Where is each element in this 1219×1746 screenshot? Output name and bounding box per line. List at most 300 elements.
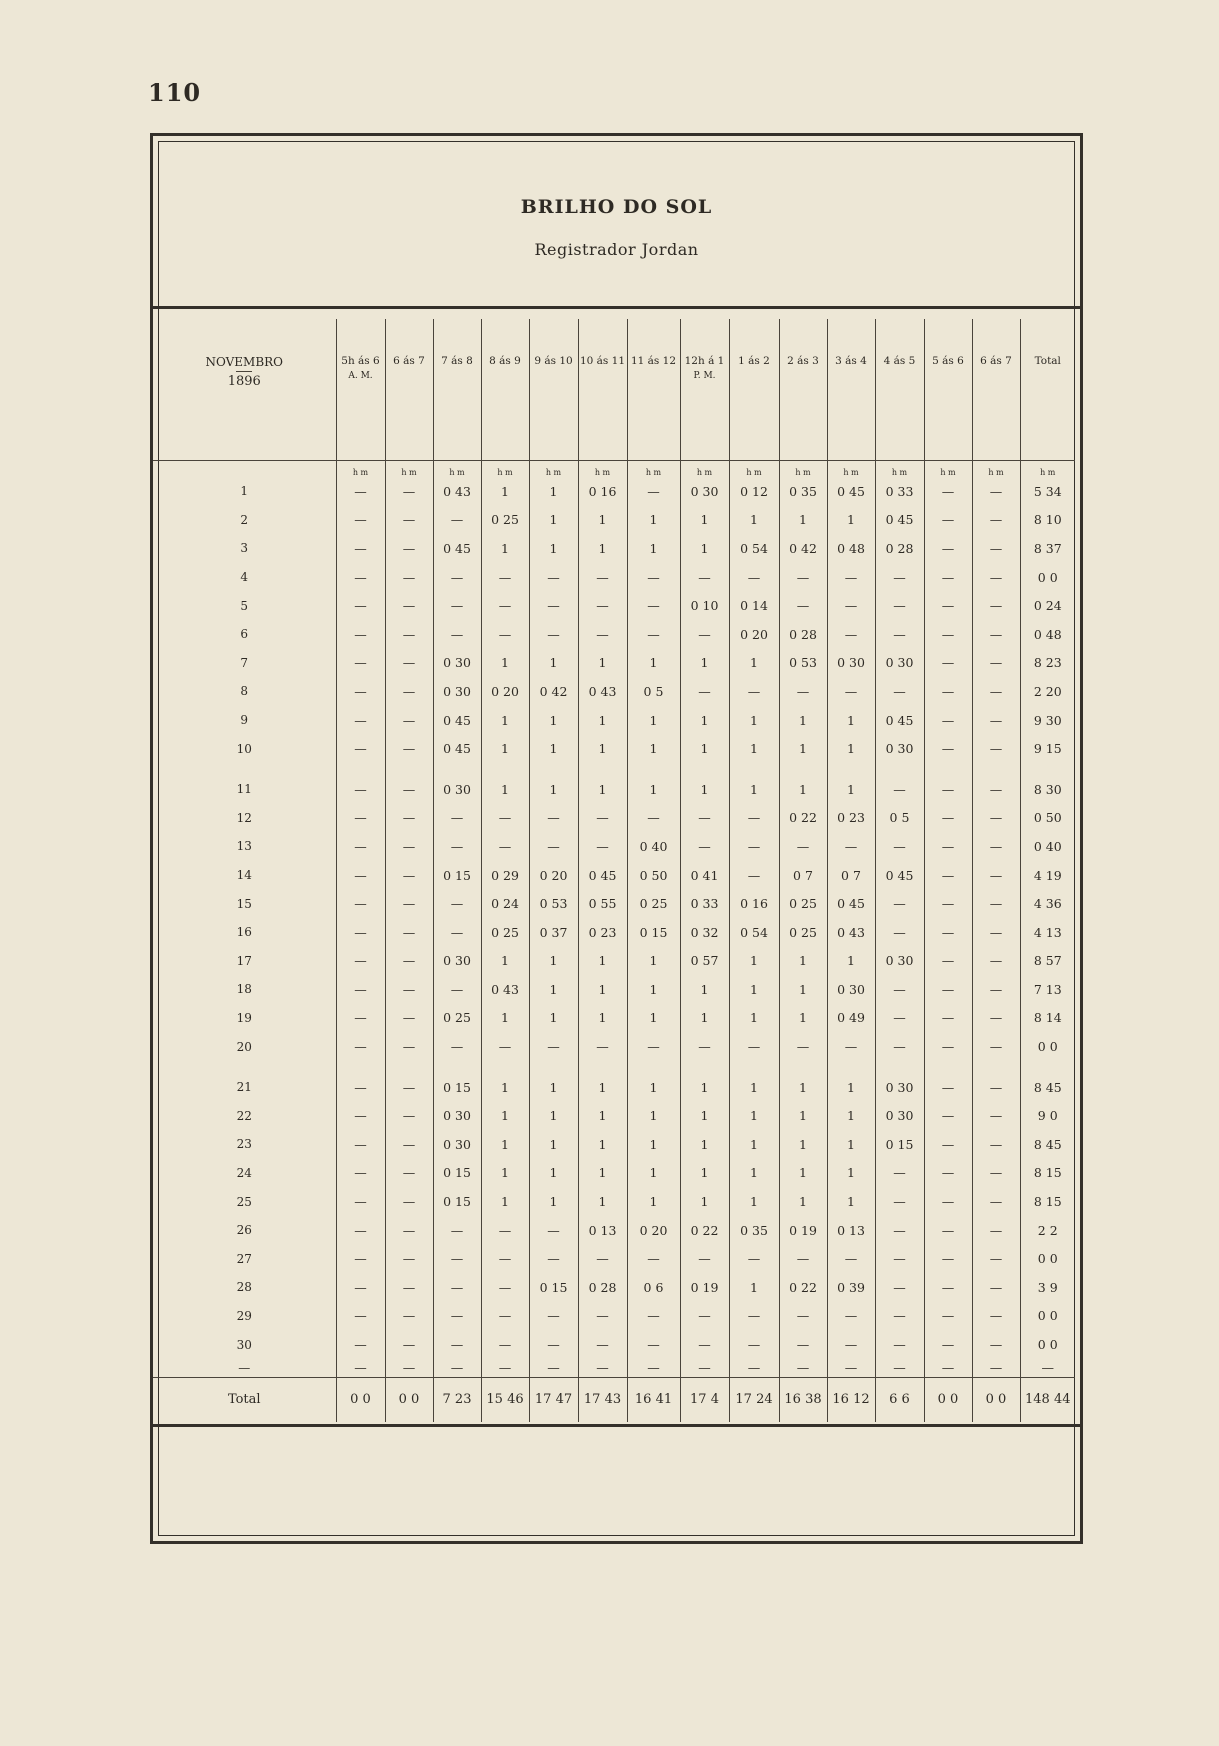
table-cell: 0 22 bbox=[779, 804, 827, 833]
table-row bbox=[153, 1216, 1075, 1245]
table-cell: 0 30 bbox=[875, 947, 924, 976]
table-cell: 9 0 bbox=[1037, 1108, 1058, 1124]
table-cell: 1 bbox=[627, 1101, 680, 1130]
table-cell: — bbox=[680, 1244, 729, 1273]
table-cell: 0 45 bbox=[433, 534, 481, 563]
table-cell: 1 bbox=[529, 506, 578, 535]
table-cell: — bbox=[875, 1273, 924, 1302]
table-cell: 1 bbox=[827, 506, 875, 535]
day-number: 30 bbox=[153, 1330, 336, 1359]
gap-cell bbox=[529, 763, 578, 775]
table-cell: 0 45 bbox=[433, 706, 481, 735]
table-cell: — bbox=[336, 563, 385, 592]
table-cell: 8 37 bbox=[1033, 540, 1062, 556]
table-cell: 1 bbox=[680, 534, 729, 563]
header-rule bbox=[153, 306, 1080, 309]
table-cell: — bbox=[336, 1302, 385, 1331]
table-cell: 1 bbox=[779, 1004, 827, 1033]
gap-cell bbox=[336, 1061, 385, 1073]
table-cell: — bbox=[972, 534, 1020, 563]
table-cell: 1 bbox=[529, 775, 578, 804]
column-header bbox=[875, 319, 924, 461]
table-cell: — bbox=[385, 1004, 433, 1033]
table-cell: — bbox=[972, 1302, 1020, 1331]
gap-cell bbox=[336, 763, 385, 775]
table-cell: — bbox=[627, 1244, 680, 1273]
column-header bbox=[481, 319, 529, 461]
table-frame bbox=[150, 133, 1083, 1544]
table-cell: 1 bbox=[779, 1073, 827, 1102]
table-row bbox=[153, 477, 1075, 506]
table-cell: — bbox=[433, 1032, 481, 1061]
table-cell: 0 57 bbox=[680, 947, 729, 976]
day-number: 6 bbox=[153, 620, 336, 649]
column-label: 5h ás 6 bbox=[341, 355, 380, 367]
table-cell: 0 49 bbox=[827, 1004, 875, 1033]
gap-cell bbox=[481, 1061, 529, 1073]
table-cell: — bbox=[385, 563, 433, 592]
table-cell: — bbox=[385, 477, 433, 506]
table-cell: — bbox=[529, 832, 578, 861]
table-row bbox=[153, 804, 1075, 833]
table-cell: — bbox=[627, 1302, 680, 1331]
table-cell: — bbox=[627, 477, 680, 506]
table-cell: — bbox=[972, 804, 1020, 833]
separator-cell: — bbox=[779, 1359, 827, 1378]
table-cell: 1 bbox=[827, 1130, 875, 1159]
table-cell: 0 45 bbox=[875, 861, 924, 890]
table-cell: 0 13 bbox=[578, 1216, 627, 1245]
table-cell: — bbox=[972, 861, 1020, 890]
table-cell: 1 bbox=[481, 734, 529, 763]
page-subtitle: Registrador Jordan bbox=[534, 240, 699, 259]
day-number: 12 bbox=[153, 804, 336, 833]
column-header bbox=[385, 319, 433, 461]
table-cell: 1 bbox=[680, 1004, 729, 1033]
table-cell: 1 bbox=[729, 1273, 779, 1302]
table-cell: — bbox=[336, 1244, 385, 1273]
total-cell: 0 0 bbox=[972, 1377, 1020, 1422]
table-cell: 0 13 bbox=[827, 1216, 875, 1245]
table-cell: 4 36 bbox=[1033, 896, 1062, 912]
table-cell: 0 30 bbox=[827, 975, 875, 1004]
table-cell: — bbox=[529, 1244, 578, 1273]
table-cell: 0 30 bbox=[680, 477, 729, 506]
gap-cell bbox=[680, 763, 729, 775]
table-cell: — bbox=[336, 1187, 385, 1216]
day-number: 2 bbox=[153, 506, 336, 535]
table-cell: 1 bbox=[578, 775, 627, 804]
table-cell: 1 bbox=[827, 947, 875, 976]
table-cell: — bbox=[924, 804, 972, 833]
table-cell: — bbox=[336, 861, 385, 890]
total-cell: 17 47 bbox=[529, 1377, 578, 1422]
table-cell: — bbox=[729, 1302, 779, 1331]
table-cell: 1 bbox=[779, 1187, 827, 1216]
table-cell: — bbox=[336, 591, 385, 620]
table-cell: — bbox=[627, 620, 680, 649]
table-cell: 1 bbox=[729, 1004, 779, 1033]
column-label: 6 ás 7 bbox=[393, 355, 425, 367]
separator-cell: — bbox=[529, 1359, 578, 1378]
table-cell: — bbox=[481, 563, 529, 592]
table-row bbox=[153, 1130, 1075, 1159]
table-cell: — bbox=[481, 620, 529, 649]
table-cell: — bbox=[385, 1159, 433, 1188]
table-cell: 1 bbox=[680, 975, 729, 1004]
table-cell: — bbox=[972, 918, 1020, 947]
table-cell: — bbox=[924, 506, 972, 535]
table-cell: 1 bbox=[779, 975, 827, 1004]
table-cell: 0 24 bbox=[1033, 598, 1062, 614]
table-cell: 0 28 bbox=[779, 620, 827, 649]
table-cell: 1 bbox=[529, 1130, 578, 1159]
table-cell: 1 bbox=[578, 1159, 627, 1188]
table-row bbox=[153, 591, 1075, 620]
table-cell: 1 bbox=[729, 706, 779, 735]
table-cell: — bbox=[385, 1130, 433, 1159]
table-cell: — bbox=[433, 889, 481, 918]
table-cell: 0 15 bbox=[875, 1130, 924, 1159]
table-cell: 1 bbox=[481, 477, 529, 506]
table-cell: — bbox=[529, 1032, 578, 1061]
table-cell: — bbox=[481, 1216, 529, 1245]
table-cell: — bbox=[385, 677, 433, 706]
table-cell: 0 5 bbox=[627, 677, 680, 706]
table-cell: — bbox=[729, 1330, 779, 1359]
separator-cell: — bbox=[385, 1359, 433, 1378]
day-number: 11 bbox=[153, 775, 336, 804]
table-cell: 0 20 bbox=[729, 620, 779, 649]
table-cell: — bbox=[680, 1032, 729, 1061]
column-header bbox=[627, 319, 680, 461]
header-row bbox=[153, 319, 1075, 461]
table-cell: — bbox=[924, 918, 972, 947]
gap-cell bbox=[1020, 1061, 1075, 1073]
gap-cell bbox=[972, 763, 1020, 775]
table-cell: 1 bbox=[578, 947, 627, 976]
table-cell: — bbox=[972, 649, 1020, 678]
table-cell: 1 bbox=[680, 706, 729, 735]
table-cell: — bbox=[779, 1032, 827, 1061]
table-cell: — bbox=[385, 591, 433, 620]
table-row bbox=[153, 1159, 1075, 1188]
table-cell: — bbox=[827, 677, 875, 706]
table-row bbox=[153, 918, 1075, 947]
units-cell: h m bbox=[827, 461, 875, 478]
table-cell: — bbox=[972, 1330, 1020, 1359]
table-cell: — bbox=[972, 734, 1020, 763]
table-cell: — bbox=[924, 861, 972, 890]
table-cell: — bbox=[779, 832, 827, 861]
footer-rule bbox=[153, 1424, 1080, 1427]
table-cell: 3 9 bbox=[1037, 1279, 1058, 1295]
table-cell: — bbox=[972, 889, 1020, 918]
gap-cell bbox=[153, 1061, 336, 1073]
gap-cell bbox=[481, 763, 529, 775]
table-cell: 8 45 bbox=[1033, 1079, 1062, 1095]
table-cell: — bbox=[779, 1330, 827, 1359]
group-gap bbox=[153, 1061, 1075, 1073]
table-cell: 0 35 bbox=[779, 477, 827, 506]
table-cell: — bbox=[972, 1159, 1020, 1188]
table-cell: — bbox=[875, 563, 924, 592]
table-row bbox=[153, 706, 1075, 735]
table-cell: — bbox=[336, 1330, 385, 1359]
table-cell: 1 bbox=[779, 706, 827, 735]
table-cell: — bbox=[385, 534, 433, 563]
table-cell: — bbox=[924, 534, 972, 563]
units-row bbox=[153, 461, 1075, 478]
table-cell: — bbox=[578, 1330, 627, 1359]
table-cell: — bbox=[433, 1216, 481, 1245]
table-cell: — bbox=[972, 975, 1020, 1004]
table-body bbox=[153, 461, 1075, 1422]
table-cell: 1 bbox=[529, 975, 578, 1004]
table-cell: — bbox=[481, 1244, 529, 1273]
table-cell: — bbox=[875, 889, 924, 918]
table-cell: — bbox=[680, 832, 729, 861]
table-cell: — bbox=[336, 1159, 385, 1188]
table-cell: — bbox=[972, 1216, 1020, 1245]
table-cell: 0 42 bbox=[779, 534, 827, 563]
table-cell: 1 bbox=[627, 534, 680, 563]
table-cell: — bbox=[972, 1073, 1020, 1102]
group-gap bbox=[153, 763, 1075, 775]
year-label: 1896 bbox=[227, 374, 261, 389]
page-title: BRILHO DO SOL bbox=[520, 196, 713, 218]
table-cell: 0 24 bbox=[481, 889, 529, 918]
table-cell: — bbox=[385, 1330, 433, 1359]
table-cell: 1 bbox=[779, 734, 827, 763]
table-row bbox=[153, 563, 1075, 592]
month-divider bbox=[236, 371, 252, 372]
column-header bbox=[529, 319, 578, 461]
table-row bbox=[153, 1101, 1075, 1130]
table-cell: 0 50 bbox=[627, 861, 680, 890]
separator-cell: — bbox=[433, 1359, 481, 1378]
table-cell: 1 bbox=[729, 1187, 779, 1216]
table-cell: 1 bbox=[827, 706, 875, 735]
table-cell: 2 2 bbox=[1037, 1222, 1058, 1238]
table-cell: 1 bbox=[729, 1101, 779, 1130]
table-cell: — bbox=[680, 620, 729, 649]
table-cell: — bbox=[336, 918, 385, 947]
table-cell: 1 bbox=[529, 947, 578, 976]
table-cell: — bbox=[680, 1330, 729, 1359]
table-cell: — bbox=[627, 563, 680, 592]
table-cell: — bbox=[385, 706, 433, 735]
separator-cell: — bbox=[481, 1359, 529, 1378]
table-cell: — bbox=[827, 1330, 875, 1359]
table-cell: — bbox=[924, 1187, 972, 1216]
table-cell: 1 bbox=[827, 775, 875, 804]
table-cell: — bbox=[924, 1273, 972, 1302]
table-cell: 0 20 bbox=[627, 1216, 680, 1245]
table-cell: — bbox=[336, 734, 385, 763]
table-cell: 8 57 bbox=[1033, 953, 1062, 969]
table-cell: 0 20 bbox=[481, 677, 529, 706]
table-row bbox=[153, 1330, 1075, 1359]
table-cell: 0 45 bbox=[875, 706, 924, 735]
separator-cell: — bbox=[875, 1359, 924, 1378]
table-cell: — bbox=[578, 832, 627, 861]
table-cell: 0 15 bbox=[433, 861, 481, 890]
table-cell: — bbox=[924, 649, 972, 678]
table-cell: — bbox=[578, 1244, 627, 1273]
table-cell: — bbox=[336, 477, 385, 506]
table-cell: 8 10 bbox=[1033, 512, 1062, 528]
column-label: 10 ás 11 bbox=[579, 355, 626, 367]
table-cell: 1 bbox=[481, 1101, 529, 1130]
table-cell: 7 13 bbox=[1033, 981, 1062, 997]
table-cell: — bbox=[336, 1216, 385, 1245]
table-cell: — bbox=[481, 1273, 529, 1302]
table-cell: 1 bbox=[827, 1101, 875, 1130]
column-sublabel: A. M. bbox=[348, 371, 373, 381]
table-cell: — bbox=[336, 1130, 385, 1159]
table-cell: 1 bbox=[529, 477, 578, 506]
table-cell: 1 bbox=[578, 706, 627, 735]
table-cell: — bbox=[385, 1302, 433, 1331]
day-number: 16 bbox=[153, 918, 336, 947]
table-cell: 0 30 bbox=[433, 677, 481, 706]
table-cell: — bbox=[875, 677, 924, 706]
table-cell: — bbox=[729, 861, 779, 890]
table-cell: 0 0 bbox=[1037, 1308, 1058, 1324]
table-cell: — bbox=[529, 1302, 578, 1331]
column-label: 7 ás 8 bbox=[441, 355, 473, 367]
table-row bbox=[153, 1244, 1075, 1273]
table-cell: 0 6 bbox=[627, 1273, 680, 1302]
total-cell: 16 38 bbox=[779, 1377, 827, 1422]
table-cell: — bbox=[385, 975, 433, 1004]
units-cell: h m bbox=[578, 461, 627, 478]
table-cell: 0 15 bbox=[433, 1187, 481, 1216]
table-cell: — bbox=[529, 563, 578, 592]
table-cell: — bbox=[924, 1330, 972, 1359]
table-cell: — bbox=[972, 1101, 1020, 1130]
day-number: 17 bbox=[153, 947, 336, 976]
units-cell: h m bbox=[924, 461, 972, 478]
table-cell: — bbox=[433, 506, 481, 535]
table-cell: 0 30 bbox=[875, 734, 924, 763]
table-cell: 1 bbox=[481, 1187, 529, 1216]
gap-cell bbox=[433, 1061, 481, 1073]
table-cell: — bbox=[433, 975, 481, 1004]
table-cell: — bbox=[875, 1159, 924, 1188]
table-cell: 0 25 bbox=[481, 506, 529, 535]
separator-cell: — bbox=[336, 1359, 385, 1378]
column-label: 12h á 1 bbox=[684, 355, 725, 367]
table-cell: 0 33 bbox=[680, 889, 729, 918]
table-cell: 0 25 bbox=[433, 1004, 481, 1033]
table-cell: — bbox=[875, 1032, 924, 1061]
table-row bbox=[153, 832, 1075, 861]
table-cell: 1 bbox=[481, 947, 529, 976]
day-number: 10 bbox=[153, 734, 336, 763]
table-cell: 0 0 bbox=[1037, 1039, 1058, 1055]
table-cell: — bbox=[827, 1302, 875, 1331]
gap-cell bbox=[924, 763, 972, 775]
table-cell: 0 41 bbox=[680, 861, 729, 890]
table-cell: 1 bbox=[627, 775, 680, 804]
table-cell: — bbox=[627, 804, 680, 833]
separator-row bbox=[153, 1359, 1075, 1378]
table-cell: — bbox=[924, 775, 972, 804]
table-cell: — bbox=[529, 804, 578, 833]
day-number: 22 bbox=[153, 1101, 336, 1130]
table-cell: — bbox=[875, 1244, 924, 1273]
table-cell: — bbox=[385, 775, 433, 804]
table-cell: 1 bbox=[578, 1073, 627, 1102]
table-cell: 8 30 bbox=[1033, 781, 1062, 797]
table-cell: 1 bbox=[578, 506, 627, 535]
column-label: 1 ás 2 bbox=[738, 355, 770, 367]
table-cell: 0 29 bbox=[481, 861, 529, 890]
table-cell: — bbox=[529, 1216, 578, 1245]
day-number: 26 bbox=[153, 1216, 336, 1245]
table-cell: 4 13 bbox=[1033, 924, 1062, 940]
day-number: 5 bbox=[153, 591, 336, 620]
table-cell: 0 48 bbox=[827, 534, 875, 563]
table-cell: 1 bbox=[827, 1187, 875, 1216]
table-cell: — bbox=[385, 947, 433, 976]
table-cell: 1 bbox=[529, 1073, 578, 1102]
table-cell: 0 28 bbox=[875, 534, 924, 563]
table-cell: — bbox=[972, 1004, 1020, 1033]
units-cell: h m bbox=[972, 461, 1020, 478]
table-row bbox=[153, 1032, 1075, 1061]
total-cell: 16 41 bbox=[627, 1377, 680, 1422]
table-cell: — bbox=[924, 1302, 972, 1331]
table-cell: 0 40 bbox=[627, 832, 680, 861]
table-cell: 0 25 bbox=[779, 889, 827, 918]
gap-cell bbox=[924, 1061, 972, 1073]
table-cell: — bbox=[481, 804, 529, 833]
sunshine-table bbox=[153, 319, 1075, 1422]
table-cell: 1 bbox=[529, 1187, 578, 1216]
table-cell: 0 30 bbox=[827, 649, 875, 678]
table-cell: 1 bbox=[627, 1187, 680, 1216]
table-cell: — bbox=[827, 563, 875, 592]
day-number: 14 bbox=[153, 861, 336, 890]
table-cell: 0 0 bbox=[1037, 569, 1058, 585]
table-cell: — bbox=[924, 734, 972, 763]
table-cell: 0 22 bbox=[779, 1273, 827, 1302]
table-cell: 8 23 bbox=[1033, 655, 1062, 671]
table-cell: — bbox=[924, 832, 972, 861]
table-cell: 0 19 bbox=[680, 1273, 729, 1302]
total-cell: 0 0 bbox=[385, 1377, 433, 1422]
table-cell: 0 16 bbox=[578, 477, 627, 506]
table-cell: 0 43 bbox=[578, 677, 627, 706]
table-cell: 0 45 bbox=[827, 889, 875, 918]
table-cell: 0 43 bbox=[827, 918, 875, 947]
column-label: 2 ás 3 bbox=[787, 355, 819, 367]
table-cell: — bbox=[529, 1330, 578, 1359]
table-cell: 1 bbox=[779, 506, 827, 535]
column-header bbox=[972, 319, 1020, 461]
table-cell: 1 bbox=[578, 1130, 627, 1159]
gap-cell bbox=[827, 1061, 875, 1073]
table-cell: — bbox=[875, 975, 924, 1004]
table-cell: 1 bbox=[680, 649, 729, 678]
gap-cell bbox=[729, 1061, 779, 1073]
table-cell: 0 20 bbox=[529, 861, 578, 890]
table-cell: — bbox=[680, 677, 729, 706]
table-cell: — bbox=[336, 1004, 385, 1033]
